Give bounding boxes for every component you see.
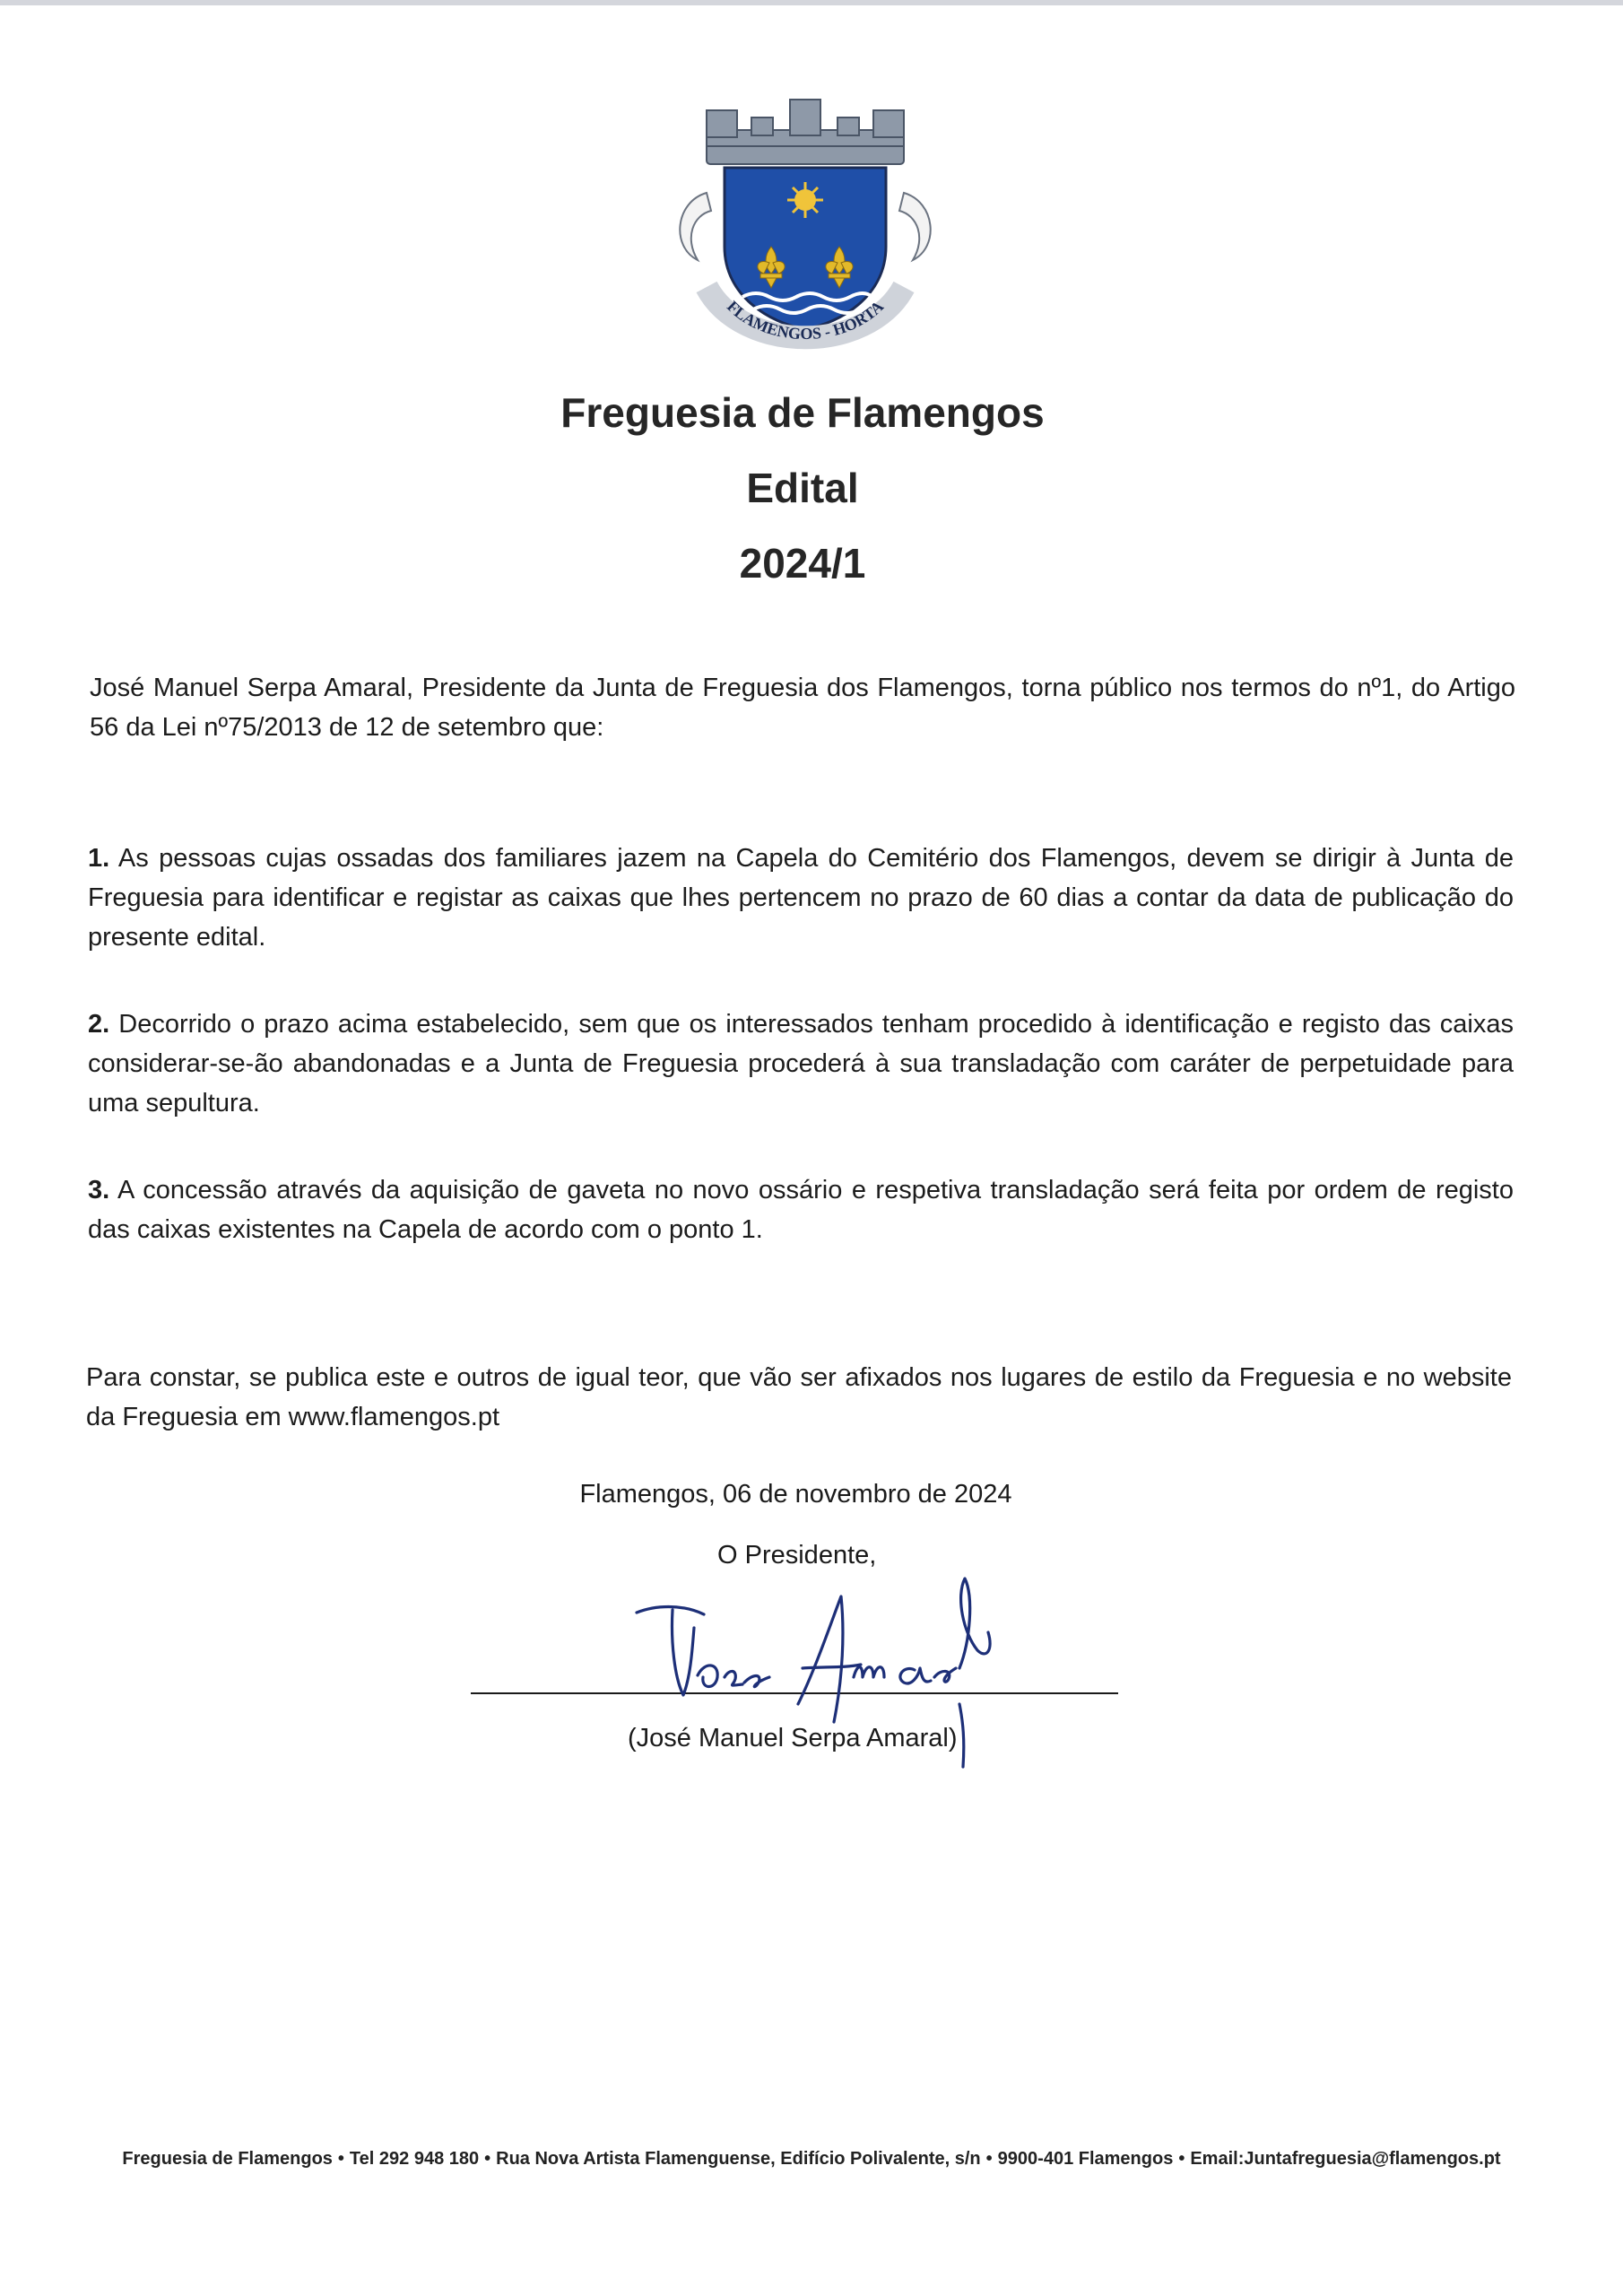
separator: • [985,2149,993,2169]
document-type: Edital [746,465,859,511]
footer-org: Freguesia de Flamengos [122,2149,333,2169]
mural-crown [707,100,904,164]
handwritten-signature [619,1543,1049,1776]
parish-title: Freguesia de Flamengos [560,389,1045,436]
footer-address: Rua Nova Artista Flamenguense, Edifício Polivalente, s/n [496,2149,981,2169]
item-text: A concessão através da aquisição de gaveta no novo ossário e respetiva transladação será feita por ordem de registo das caixas existentes na Capela de acordo com o ponto 1. [88,1176,1514,1244]
motto-text: FLAMENGOS - HORTA [723,297,888,344]
signatory-name: (José Manuel Serpa Amaral) [628,1724,958,1752]
separator: • [337,2149,344,2169]
left-ornament [680,193,711,260]
right-ornament [899,193,931,260]
intro-paragraph: José Manuel Serpa Amaral, Presidente da Junta de Freguesia dos Flamengos, torna público nos termos do nº1, do Artigo 56 da Lei nº75/2013 de 12 de setembro que: [90,674,1515,742]
item-number: 3. [88,1176,110,1205]
signatory-role: O Presidente, [717,1541,877,1570]
coat-of-arms-emblem [671,94,940,372]
date-line: Flamengos, 06 de novembro de 2024 [579,1480,1012,1509]
list-item [88,839,1514,957]
footer-email: Email:Juntafreguesia@flamengos.pt [1190,2149,1501,2169]
separator: • [484,2149,491,2169]
footer-phone: Tel 292 948 180 [349,2149,480,2169]
item-text: Decorrido o prazo acima estabelecido, sem que os interessados tenham procedido à identificação e registo das caixas considerar-se-ão abandonadas e a Junta de Freguesia procederá à sua transladação com caráter de perpetuidade para uma sepultura. [88,1010,1514,1118]
item-number: 1. [88,844,110,873]
list-item [88,1004,1514,1123]
item-text: As pessoas cujas ossadas dos familiares jazem na Capela do Cemitério dos Flamengos, devem se dirigir à Junta de Freguesia para identificar e registar as caixas que lhes pertencem no prazo de 60 dias a contar da data de publicação do presente edital. [88,844,1514,952]
footer-contact [0,2149,1623,2170]
footer-postal: 9900-401 Flamengos [997,2149,1174,2169]
edict-number: 2024/1 [739,540,866,587]
sun-icon [787,182,823,218]
separator: • [1178,2149,1185,2169]
item-number: 2. [88,1010,110,1039]
closing-paragraph: Para constar, se publica este e outros de igual teor, que vão ser afixados nos lugares de estilo da Freguesia e no website da Freguesia em www.flamengos.pt [86,1363,1512,1431]
list-item [88,1170,1514,1249]
page-top-edge [0,0,1623,5]
